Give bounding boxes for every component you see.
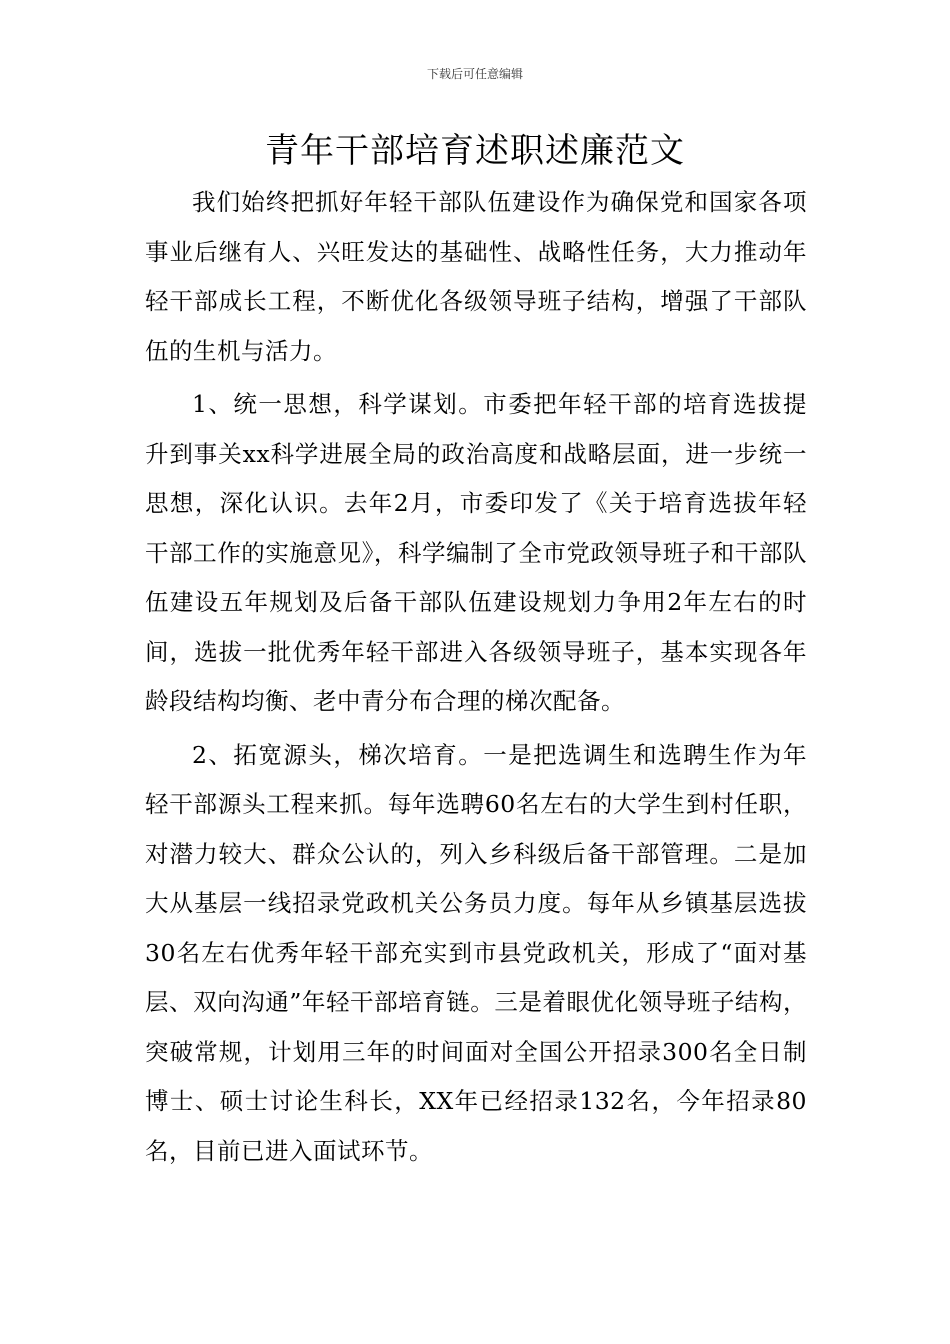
header-note: 下载后可任意编辑 xyxy=(426,67,523,81)
document-body xyxy=(145,178,807,1176)
paragraph-section-2: 2、拓宽源头，梯次培育。一是把选调生和选聘生作为年轻干部源头工程来抓。每年选聘60名左右的大学生到村任职，对潜力较大、群众公认的，列入乡科级后备干部管理。二是加大从基层一线招录党政机关公务员力度。每年从乡镇基层选拔30名左右优秀年轻干部充实到市县党政机关，形成了“面对基层、双向沟通”年轻干部培育链。三是着眼优化领导班子结构，突破常规，计划用三年的时间面对全国公开招录300名全日制博士、硕士讨论生科长，XX年已经招录132名，今年招录80名，目前已进入面试环节。 xyxy=(145,740,807,1165)
paragraph-intro: 我们始终把抓好年轻干部队伍建设作为确保党和国家各项事业后继有人、兴旺发达的基础性、战略性任务，大力推动年轻干部成长工程，不断优化各级领导班子结构，增强了干部队伍的生机与活力。 xyxy=(145,188,807,365)
document-title: 青年干部培育述职述廉范文 xyxy=(265,131,685,171)
paragraph-section-1: 1、统一思想，科学谋划。市委把年轻干部的培育选拔提升到事关xx科学进展全局的政治高度和战略层面，进一步统一思想，深化认识。去年2月，市委印发了《关于培育选拔年轻干部工作的实施意见》，科学编制了全市党政领导班子和干部队伍建设五年规划及后备干部队伍建设规划力争用2年左右的时间，选拔一批优秀年轻干部进入各级领导班子，基本实现各年龄段结构均衡、老中青分布合理的梯次配备。 xyxy=(145,390,807,715)
